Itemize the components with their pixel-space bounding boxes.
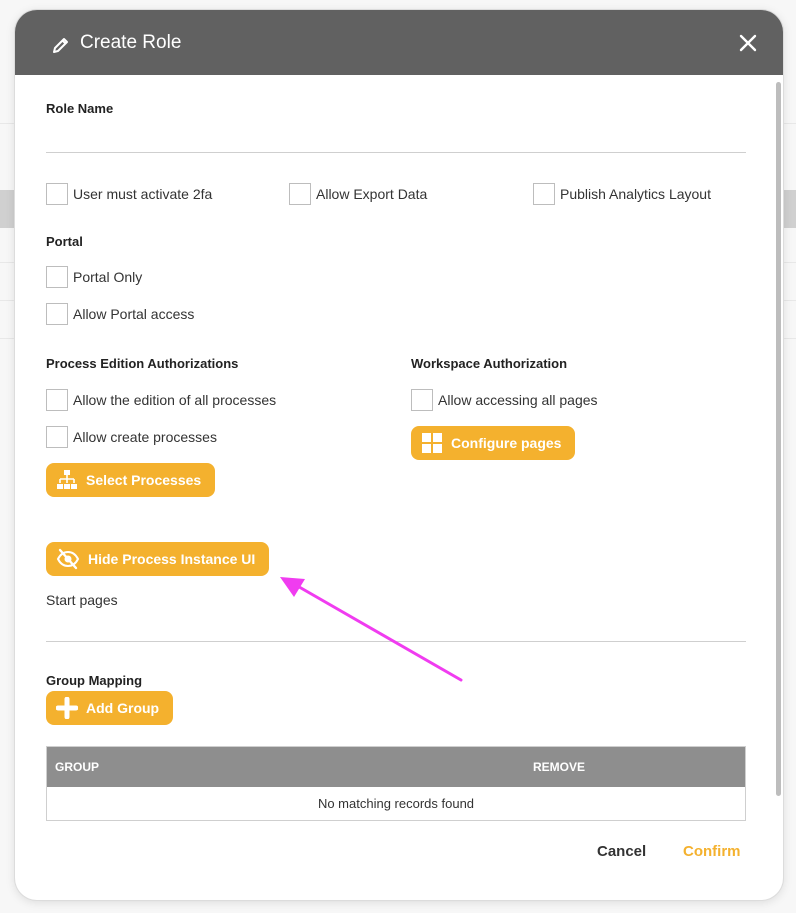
workspace-label: Workspace Authorization: [411, 356, 568, 371]
checkbox[interactable]: [46, 303, 68, 325]
role-name-input[interactable]: [46, 120, 746, 152]
option-portal-only[interactable]: [46, 266, 142, 288]
column-header-remove[interactable]: REMOVE: [533, 760, 586, 774]
plus-icon: [56, 697, 78, 719]
portal-only-label: Portal Only: [73, 269, 143, 285]
hide-process-instance-ui-button[interactable]: [46, 542, 269, 576]
create-processes-label: Allow create processes: [73, 429, 217, 445]
modal-title: Create Role: [80, 32, 182, 53]
start-pages-label: Start pages: [46, 592, 118, 608]
option-edit-all-processes[interactable]: [46, 389, 276, 411]
option-publish-label: Publish Analytics Layout: [560, 186, 711, 202]
close-icon[interactable]: [739, 34, 757, 52]
portal-label: Portal: [46, 234, 83, 249]
pencil-icon: [52, 36, 70, 54]
modal-header: [15, 10, 783, 75]
annotation-arrow-icon: [260, 560, 480, 700]
scrollbar[interactable]: [776, 82, 781, 796]
checkbox[interactable]: [533, 183, 555, 205]
role-name-label: Role Name: [46, 101, 114, 116]
add-group-button[interactable]: [46, 691, 173, 725]
confirm-button[interactable]: Confirm: [683, 843, 741, 860]
option-2fa-label: User must activate 2fa: [73, 186, 213, 202]
group-mapping-table: [46, 746, 746, 821]
option-export-data[interactable]: [289, 183, 427, 205]
checkbox[interactable]: [289, 183, 311, 205]
process-edition-label: Process Edition Authorizations: [46, 356, 239, 371]
column-header-group[interactable]: GROUP: [55, 760, 100, 774]
empty-table-message: No matching records found: [317, 796, 475, 811]
option-2fa[interactable]: [46, 183, 212, 205]
checkbox[interactable]: [46, 266, 68, 288]
checkbox[interactable]: [411, 389, 433, 411]
eye-slash-icon: [56, 548, 80, 570]
checkbox[interactable]: [46, 426, 68, 448]
option-create-processes[interactable]: [46, 426, 217, 448]
cancel-button[interactable]: Cancel: [597, 843, 647, 860]
hide-ui-label: Hide Process Instance UI: [88, 551, 256, 567]
select-processes-label: Select Processes: [86, 472, 202, 488]
role-name-underline: [46, 152, 746, 153]
table-header: [47, 747, 745, 787]
edit-all-label: Allow the edition of all processes: [73, 392, 277, 408]
access-all-label: Allow accessing all pages: [438, 392, 598, 408]
option-export-label: Allow Export Data: [316, 186, 428, 202]
checkbox[interactable]: [46, 389, 68, 411]
process-flow-icon: [56, 469, 78, 491]
add-group-label: Add Group: [86, 700, 160, 716]
option-portal-access[interactable]: [46, 303, 194, 325]
create-role-modal: [15, 10, 783, 900]
configure-pages-button[interactable]: [411, 426, 575, 460]
portal-access-label: Allow Portal access: [73, 306, 195, 322]
group-mapping-label: Group Mapping: [46, 673, 143, 688]
select-processes-button[interactable]: [46, 463, 215, 497]
configure-pages-label: Configure pages: [451, 435, 562, 451]
option-publish-analytics[interactable]: [533, 183, 711, 205]
grid-icon: [421, 432, 443, 454]
option-access-all-pages[interactable]: [411, 389, 598, 411]
checkbox[interactable]: [46, 183, 68, 205]
